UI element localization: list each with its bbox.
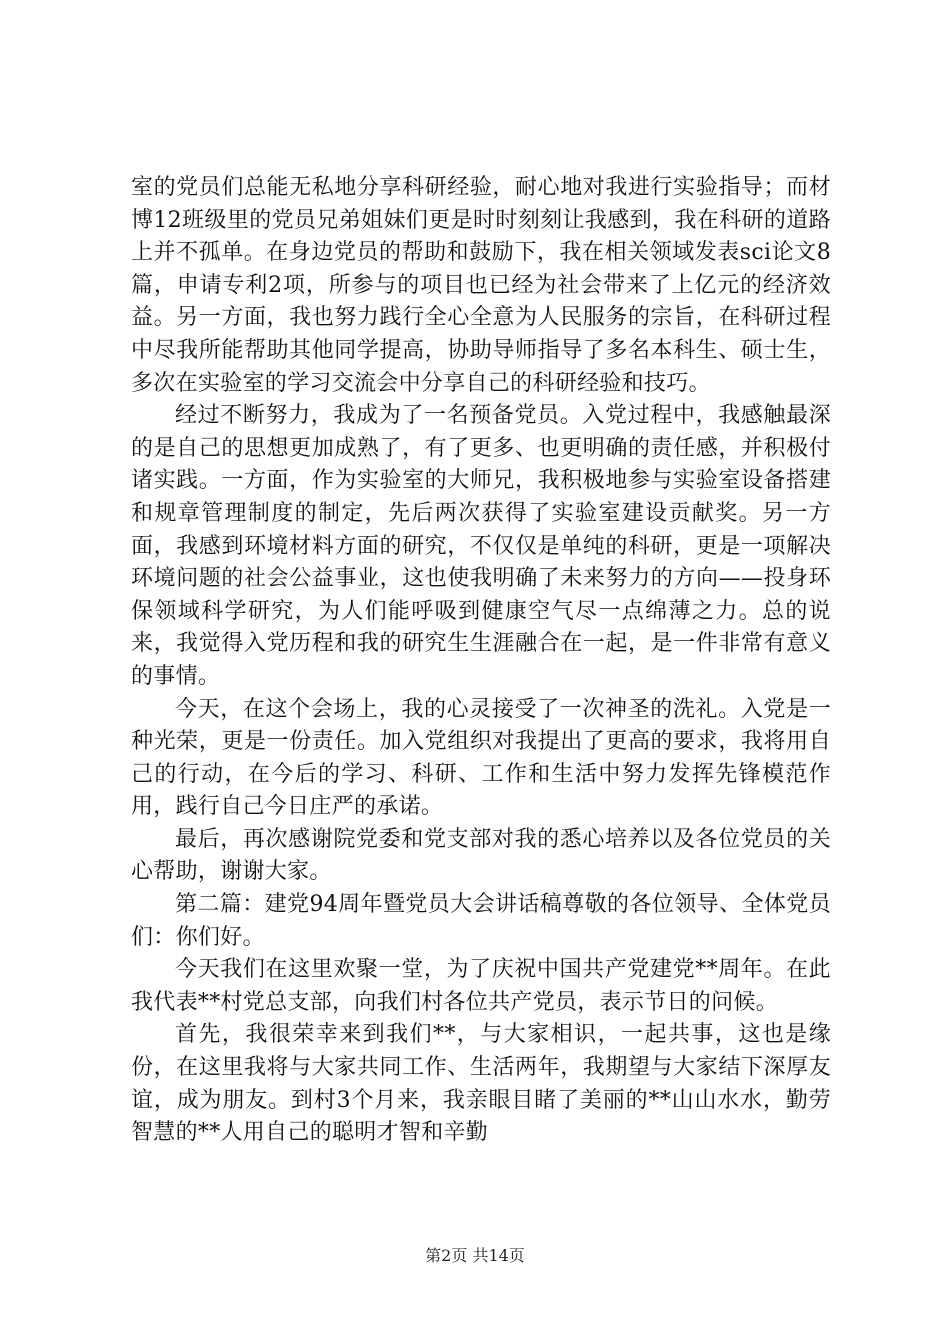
paragraph-3: 今天，在这个会场上，我的心灵接受了一次神圣的洗礼。入党是一种光荣，更是一份责任。加入党组织对我提出了更高的要求，我将用自己的行动，在今后的学习、科研、工作和生活中努力发挥先锋模范作用，践行自己今日庄严的承诺。 — [131, 696, 831, 820]
page-footer-indicator: 第2页 共14页 — [425, 1246, 525, 1265]
document-body — [131, 172, 831, 1150]
paragraph-2: 经过不断努力，我成为了一名预备党员。入党过程中，我感触最深的是自己的思想更加成熟了，有了更多、也更明确的责任感，并积极付诸实践。一方面，作为实验室的大师兄，我积极地参与实验室设备搭建和规章管理制度的制定，先后两次获得了实验室建设贡献奖。另一方面，我感到环境材料方面的研究，不仅仅是单纯的科研，更是一项解决环境问题的社会公益事业，这也使我明确了未来努力的方向——投身环保领域科学研究，为人们能呼吸到健康空气尽一点绵薄之力。总的说来，我觉得入党历程和我的研究生生涯融合在一起，是一件非常有意义的事情。 — [131, 403, 831, 689]
paragraph-4: 最后，再次感谢院党委和党支部对我的悉心培养以及各位党员的关心帮助，谢谢大家。 — [131, 826, 831, 885]
paragraph-5-section-heading: 第二篇：建党94周年暨党员大会讲话稿尊敬的各位领导、全体党员们：你们好。 — [131, 892, 831, 950]
paragraph-6: 今天我们在这里欢聚一堂，为了庆祝中国共产党建党**周年。在此我代表**村党总支部，向我们村各位共产党员，表示节日的问候。 — [131, 957, 831, 1015]
paragraph-1: 室的党员们总能无私地分享科研经验，耐心地对我进行实验指导；而材博12班级里的党员兄弟姐妹们更是时时刻刻让我感到，我在科研的道路上并不孤单。在身边党员的帮助和鼓励下，我在相关领域发表sci论文8篇，申请专利2项，所参与的项目也已经为社会带来了上亿元的经济效益。另一方面，我也努力践行全心全意为人民服务的宗旨，在科研过程中尽我所能帮助其他同学提高，协助导师指导了多名本科生、硕士生，多次在实验室的学习交流会中分享自己的科研经验和技巧。 — [131, 175, 831, 396]
paragraph-7: 首先，我很荣幸来到我们**，与大家相识，一起共事，这也是缘份，在这里我将与大家共同工作、生活两年，我期望与大家结下深厚友谊，成为朋友。到村3个月来，我亲眼目睹了美丽的**山山水水，勤劳智慧的**人用自己的聪明才智和辛勤 — [131, 1022, 831, 1146]
